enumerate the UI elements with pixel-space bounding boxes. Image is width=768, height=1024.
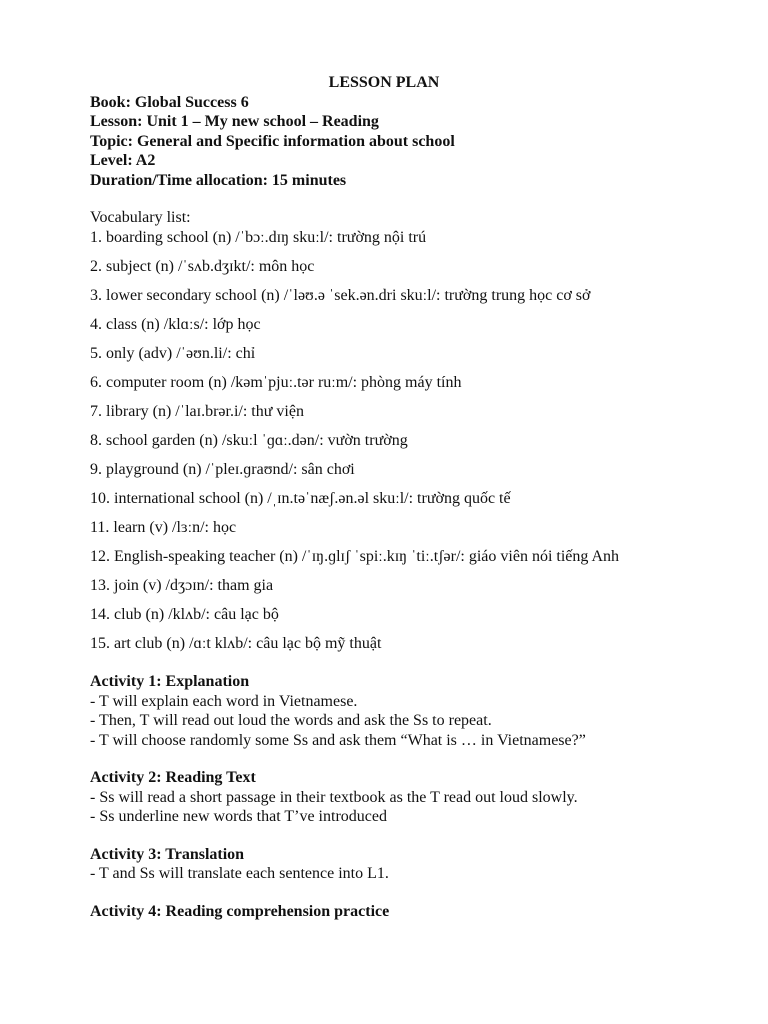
activity-3-title: Activity 3: Translation: [90, 845, 245, 863]
vocabulary-item: 11. learn (v) /lɜːn/: học: [90, 519, 237, 536]
vocabulary-item: 12. English-speaking teacher (n) /ˈɪŋ.ɡlɪʃ ˈspiː.kɪŋ ˈtiː.tʃər/: giáo viên nói tiếng Anh: [90, 548, 620, 565]
vocabulary-list: [90, 228, 730, 663]
activity-1-line: - T will choose randomly some Ss and ask them “What is … in Vietnamese?”: [90, 731, 586, 749]
page-title: LESSON PLAN: [328, 74, 440, 91]
activity-1: [90, 672, 730, 750]
lesson-line: Lesson: Unit 1 – My new school – Reading: [90, 113, 379, 130]
activity-1-title: Activity 1: Explanation: [90, 673, 250, 690]
activity-2-title: Activity 2: Reading Text: [90, 769, 256, 786]
activity-4: [90, 902, 730, 922]
duration-line: Duration/Time allocation: 15 minutes: [90, 171, 347, 189]
vocabulary-item: 10. international school (n) /ˌɪn.təˈnæʃ.ən.əl skuːl/: trường quốc tế: [90, 490, 511, 507]
vocabulary-item: 13. join (v) /dʒɔɪn/: tham gia: [90, 577, 274, 594]
activity-1-line: - Then, T will read out loud the words and ask the Ss to repeat.: [90, 712, 492, 729]
level-line: Level: A2: [90, 152, 156, 169]
vocabulary-item: 5. only (adv) /ˈəʊn.li/: chỉ: [90, 345, 256, 362]
activity-1-line: - T will explain each word in Vietnamese.: [90, 692, 358, 710]
vocabulary-item: 7. library (n) /ˈlaɪ.brər.i/: thư viện: [90, 403, 304, 420]
vocabulary-item: 15. art club (n) /ɑːt klʌb/: câu lạc bộ mỹ thuật: [90, 635, 382, 652]
activity-2-line: - Ss underline new words that T’ve introduced: [90, 808, 387, 825]
vocabulary-item: 4. class (n) /klɑːs/: lớp học: [90, 316, 261, 333]
vocabulary-item: 8. school garden (n) /skuːl ˈɡɑː.dən/: vườn trường: [90, 432, 408, 449]
topic-line: Topic: General and Specific information about school: [90, 132, 455, 150]
book-line: Book: Global Success 6: [90, 93, 249, 111]
activity-3: [90, 845, 730, 884]
activity-3-line: - T and Ss will translate each sentence into L1.: [90, 865, 389, 882]
vocabulary-item: 3. lower secondary school (n) /ˈləʊ.ə ˈsek.ən.dri skuːl/: trường trung học cơ sở: [90, 287, 591, 304]
activity-2-line: - Ss will read a short passage in their textbook as the T read out loud slowly.: [90, 788, 578, 806]
vocabulary-item: 14. club (n) /klʌb/: câu lạc bộ: [90, 606, 279, 623]
vocabulary-heading: Vocabulary list:: [90, 209, 191, 226]
vocabulary-item: 2. subject (n) /ˈsʌb.dʒɪkt/: môn học: [90, 258, 315, 275]
activity-2: [90, 768, 730, 827]
activity-4-title: Activity 4: Reading comprehension practice: [90, 902, 390, 920]
vocabulary-item: 9. playground (n) /ˈpleɪ.ɡraʊnd/: sân chơi: [90, 461, 355, 478]
document-page: [90, 73, 730, 921]
vocabulary-item: 6. computer room (n) /kəmˈpjuː.tər ruːm/: phòng máy tính: [90, 374, 462, 391]
vocabulary-item: 1. boarding school (n) /ˈbɔː.dɪŋ skuːl/: trường nội trú: [90, 229, 427, 246]
